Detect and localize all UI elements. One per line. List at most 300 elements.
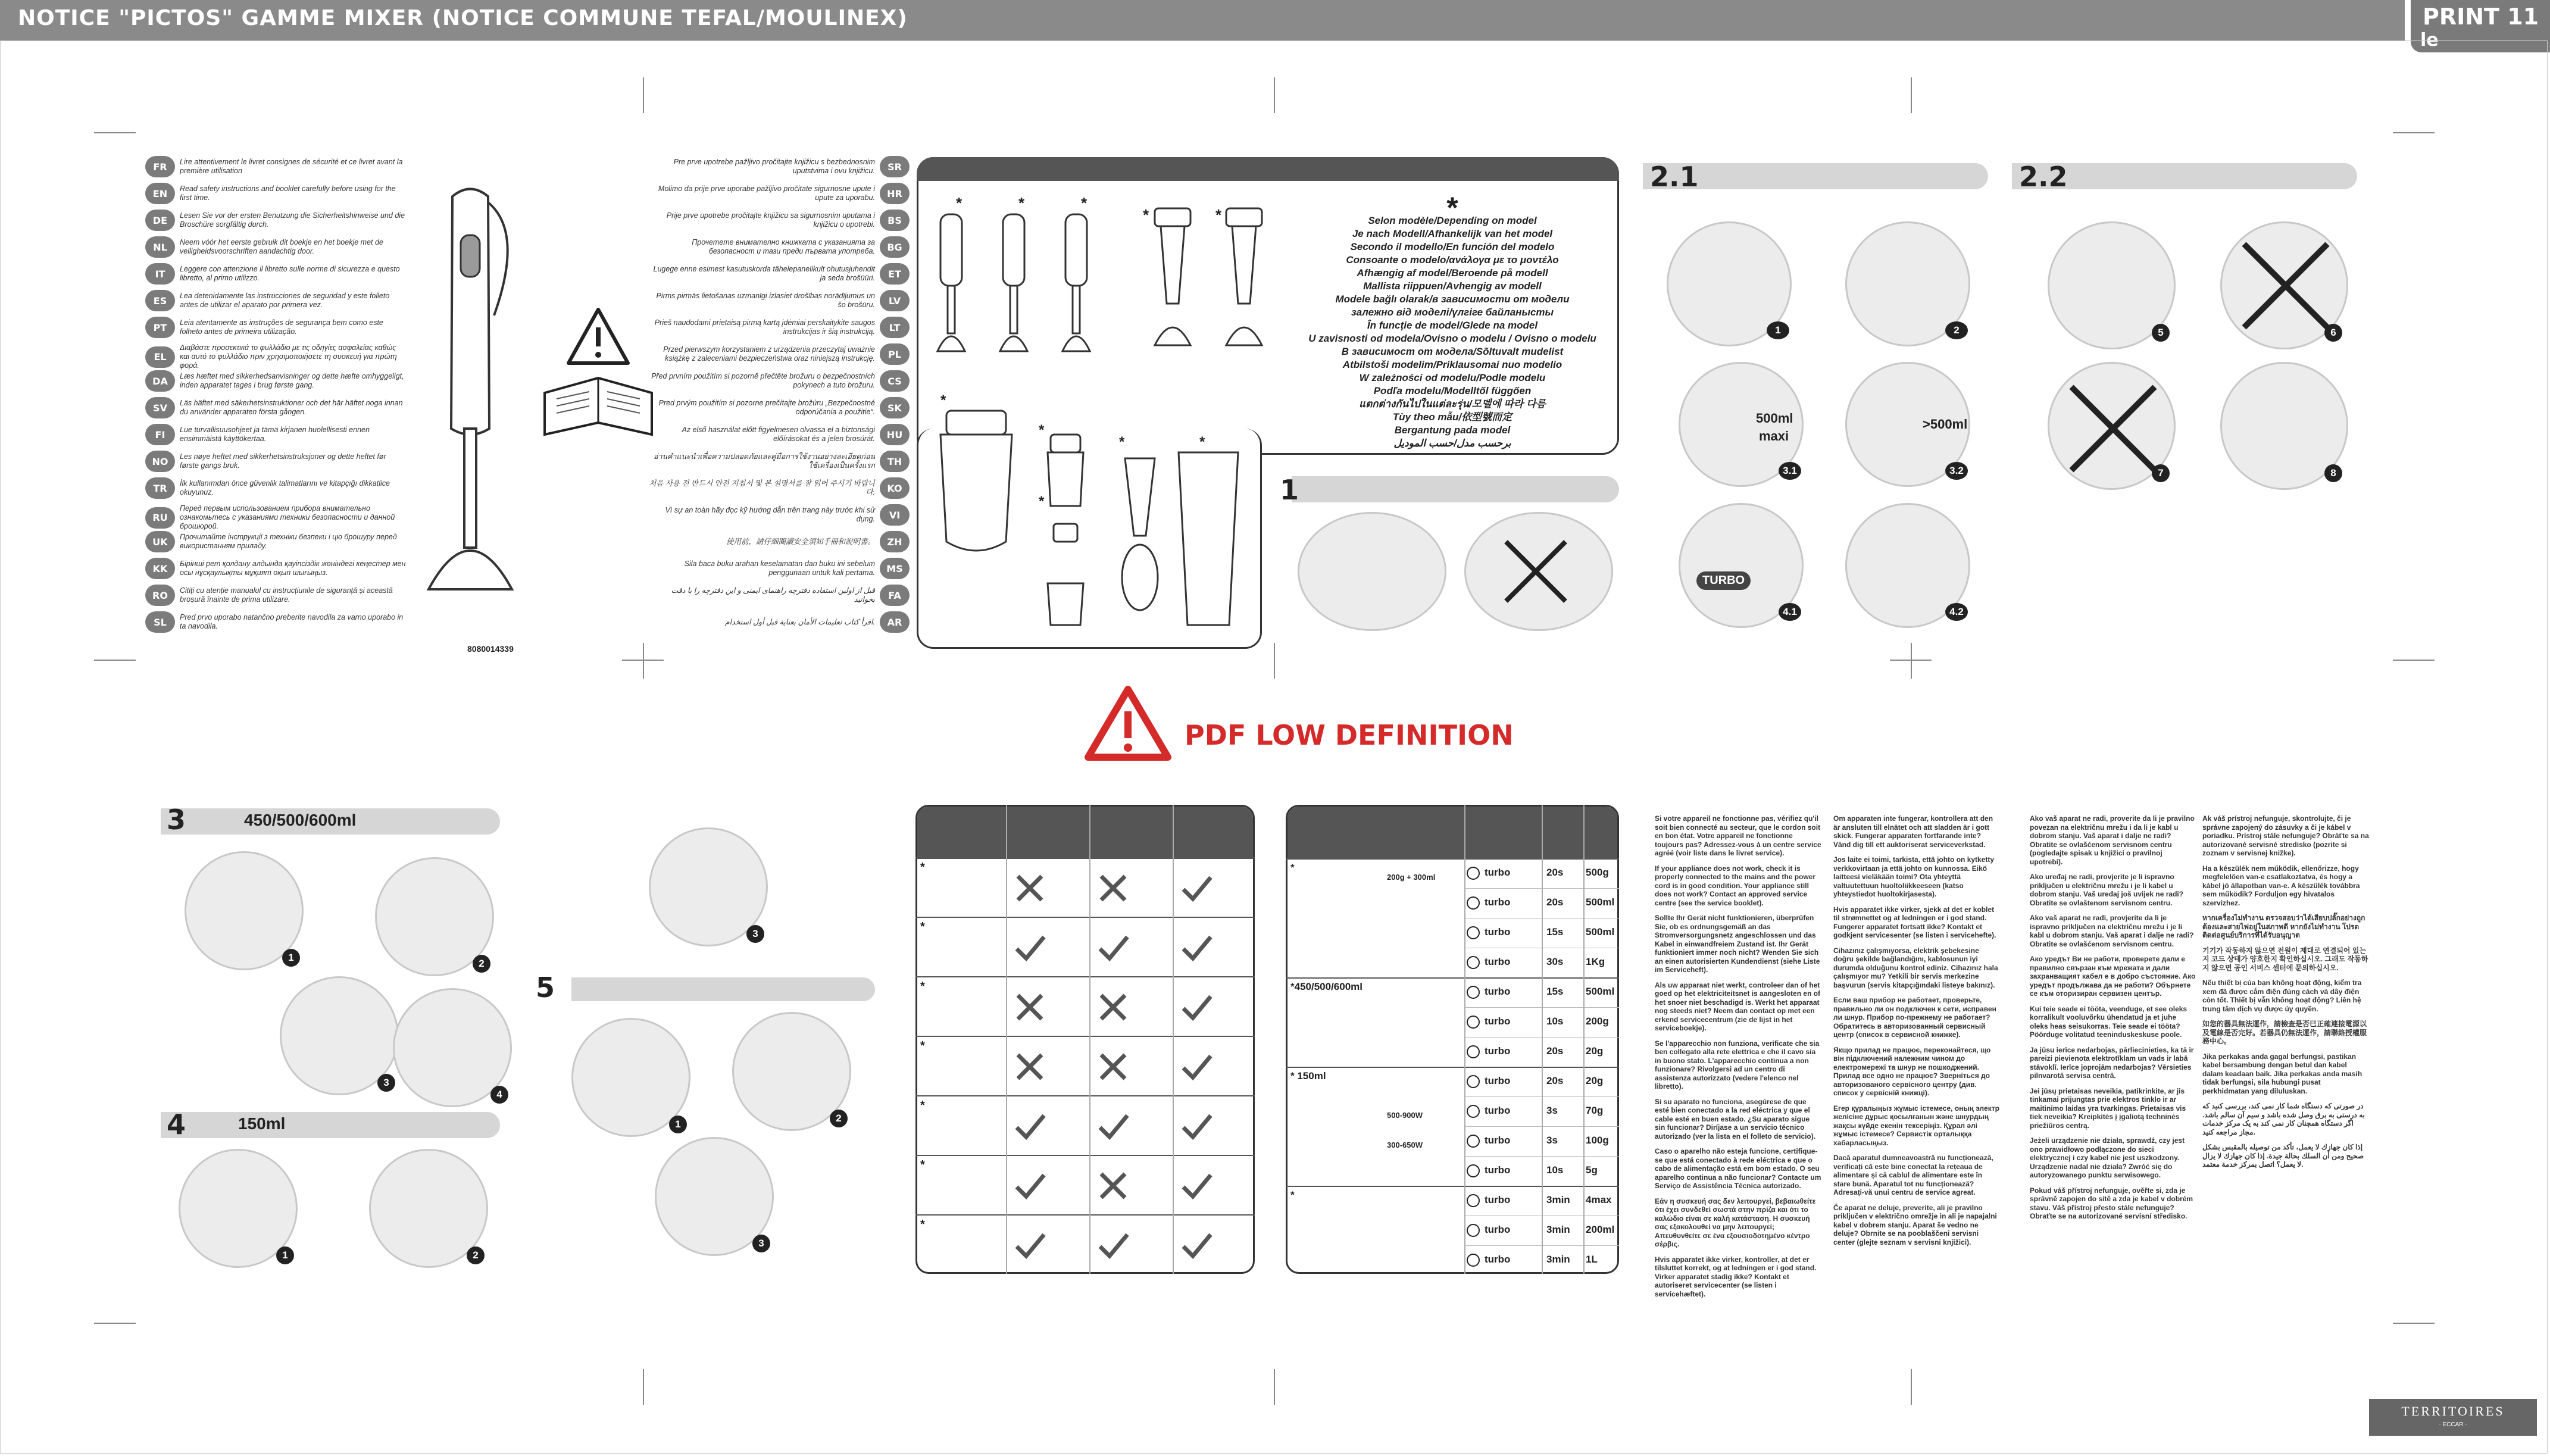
- svg-text:*: *: [1039, 493, 1045, 510]
- speed-mode: turbo: [1485, 1254, 1511, 1265]
- power-icon: [1467, 1224, 1480, 1237]
- language-row-right: [649, 585, 910, 606]
- speed-mode: turbo: [1485, 986, 1511, 997]
- power-icon: [1467, 1075, 1480, 1088]
- troubleshooting-paragraph: Cihazınız çalışmıyorsa, elektrik şebekesine doğru şekilde bağlandığını, kablosunun iyi durumda olduğunu kontrol ediniz. Cihazınız hala çalışmıyor mu? Yetkili bir servis merkezine başvurun (servis kitapçığındaki listeye bakınız).: [1833, 946, 1998, 989]
- processing-time: 10s: [1546, 1016, 1564, 1027]
- table-row-divider: [915, 976, 1255, 977]
- language-safety-text: قبل از اولین استفاده دفترچه راهنمای ایمنی و این دفترچه را با دقت بخوانید: [671, 586, 875, 604]
- language-row-left: [145, 585, 406, 606]
- speed-mode: turbo: [1485, 926, 1511, 938]
- svg-text:*: *: [956, 196, 962, 212]
- table-section-divider: [1286, 977, 1619, 979]
- max-quantity: 500ml: [1586, 926, 1615, 938]
- language-row-left: [145, 477, 406, 499]
- language-safety-text: Læs hæftet med sikkerhedsanvisninger og dette hæfte omhyggeligt, inden apparatet tages i brug første gang.: [180, 372, 404, 389]
- table-col-divider: [1583, 805, 1585, 1274]
- language-safety-text: Leggere con attenzione il libretto sulle norme di sicurezza e questo libretto, al primo utilizzo.: [180, 265, 400, 282]
- max-quantity: 500ml: [1586, 986, 1615, 997]
- language-code-badge: BS: [880, 210, 910, 231]
- power-icon: [1467, 1105, 1480, 1118]
- language-code-badge: EL: [145, 346, 175, 368]
- not-allowed-cross-icon: [1095, 989, 1131, 1025]
- language-code-badge: IT: [145, 263, 175, 285]
- max-quantity: 1L: [1586, 1254, 1598, 1265]
- language-code-badge: MS: [880, 558, 910, 579]
- language-safety-text: Az első használat előtt figyelmesen olvassa el a biztonsági előírásokat és a jelen brosúrát.: [682, 426, 875, 443]
- troubleshooting-paragraph: Ako vaš aparat ne radi, proverite da li je pravilno povezan na električnu mrežu i da li je kabl u dobrom stanju. Vaš aparat i dalje ne radi? Obratite se ovlašćenom servisnom centru (pogledajte spisak u knjižici o pravilnoj upotrebi).: [2030, 814, 2195, 866]
- troubleshooting-paragraph: Jei jūsų prietaisas neveikia, patikrinkite, ar jis tinkamai prijungtas prie elektros tinklo ir ar maitinimo laidas yra tvarkingas. Prietaisas vis tiek neveikia? Kreipkitės į įgaliotą techninės priežiūros centrą.: [2030, 1086, 2186, 1130]
- speed-mode: turbo: [1485, 1016, 1511, 1027]
- language-row-right: [649, 397, 910, 418]
- troubleshooting-paragraph: Se l'apparecchio non funziona, verificate che sia ben collegato alla rete elettrica e che il cavo sia in buono stato. L'apparecchio continua a non funzionare? Rivolgersi ad un centro di assistenza autorizzato (vedere l'elenco nel libretto).: [1655, 1039, 1820, 1091]
- language-safety-text: Прочитайте інструкції з техніки безпеки і цю брошуру перед використанням приладу.: [180, 533, 397, 550]
- model-star: *: [920, 1218, 925, 1231]
- max-quantity: 100g: [1586, 1135, 1609, 1146]
- svg-text:*: *: [1199, 434, 1205, 450]
- language-row-left: [145, 210, 406, 231]
- not-allowed-cross-icon: [1095, 1049, 1131, 1085]
- step-badge: 3: [746, 925, 764, 943]
- troubleshooting-column: [2030, 814, 2196, 1227]
- troubleshooting-paragraph: Ak váš prístroj nefunguje, skontrolujte, či je správne zapojený do zásuvky a či je kábel v poriadku. Prístroj stále nefunguje? Obráťte sa na autorizované servisné stredisko (pozrite si zoznam v servisnej knižke).: [2202, 814, 2369, 857]
- speed-mode: turbo: [1485, 896, 1511, 908]
- step-badge: 4: [490, 1086, 508, 1104]
- allowed-check-icon: [1095, 930, 1131, 966]
- table-section-divider: [1286, 1186, 1619, 1187]
- model-variation-line: В зависимост от модела/Sõltuvalt mudelist: [1341, 346, 1564, 357]
- language-safety-text: Les nøye heftet med sikkerhetsinstruksjoner og dette heftet før første gangs bruk.: [180, 452, 386, 470]
- language-code-badge: HR: [880, 183, 910, 204]
- language-safety-text: 처음 사용 전 반드시 안전 지침서 및 본 설명서를 잘 읽어 주시기 바랍니다.: [649, 479, 875, 496]
- allowed-check-icon: [1179, 1049, 1214, 1085]
- cross-icon: [2065, 381, 2161, 476]
- power-icon: [1467, 1016, 1480, 1029]
- model-variation-line: Je nach Modell/Afhankelijk van het model: [1352, 228, 1553, 239]
- step-badge: 7: [2152, 464, 2170, 482]
- quantity-note: 200g + 300ml: [1387, 873, 1436, 882]
- troubleshooting-paragraph: Если ваш прибор не работает, проверьте, правильно ли он подключен к сети, исправен ли шнур. Прибор по-прежнему не работает? Обратитесь в авторизованный сервисный центр (список в сервисной книжке).: [1833, 996, 1996, 1039]
- max-quantity: 20g: [1586, 1075, 1604, 1086]
- model-star: *: [920, 1158, 925, 1171]
- processing-time: 3min: [1546, 1224, 1570, 1235]
- language-row-right: [649, 504, 910, 526]
- language-safety-text: Sila baca buku arahan keselamatan dan buku ini sebelum penggunaan untuk kali pertama.: [684, 560, 875, 577]
- model-star: *: [920, 1099, 925, 1112]
- print-label: PRINT 11: [2423, 4, 2539, 30]
- table-row-divider: [915, 1214, 1255, 1216]
- power-icon: [1467, 896, 1480, 910]
- power-icon: [1467, 986, 1480, 999]
- model-variation-line: Bergantung pada model: [1394, 424, 1511, 436]
- troubleshooting-paragraph: Sollte Ihr Gerät nicht funktionieren, überprüfen Sie, ob es ordnungsgemäß an das Stromversorgungsnetz angeschlossen und das Kabel in einwandfreiem Zustand ist. Ihr Gerät funktioniert immer noch nicht? Wenden Sie sich an einen autorisierten Kundendienst (siehe Liste im Serviceheft).: [1655, 914, 1820, 974]
- language-code-badge: RO: [145, 585, 175, 606]
- language-code-badge: FA: [880, 585, 910, 606]
- language-code-badge: RU: [145, 507, 175, 529]
- usage-section-label: *: [1290, 1189, 1295, 1201]
- volume-maxi-label: maxi: [1759, 429, 1789, 443]
- volume-over-500-label: >500ml: [1923, 417, 1968, 432]
- processing-time: 20s: [1546, 1045, 1564, 1057]
- language-code-badge: LT: [880, 317, 910, 338]
- language-row-left: [145, 343, 406, 370]
- language-row-right: [649, 290, 910, 311]
- table-col-divider: [1089, 805, 1090, 1274]
- table-row-divider: [915, 1095, 1255, 1096]
- model-variants-illustration: [929, 196, 1298, 381]
- processing-time: 20s: [1546, 867, 1564, 878]
- turbo-button-label: TURBO: [1696, 571, 1751, 590]
- logo-line-2: · ECCAR ·: [2439, 1421, 2467, 1428]
- troubleshooting-paragraph: Ako vaš aparat ne radi, provjerite da li je ispravno priključen na električnu mrežu i je li kabl u dobrom stanju. Vaš aparat i dalje ne radi? Obratite se ovlašćenom servisnom centru.: [2030, 914, 2194, 948]
- language-code-badge: KK: [145, 558, 175, 579]
- language-row-left: [145, 263, 406, 285]
- model-variation-line: W zależności od modelu/Podle modelu: [1359, 372, 1546, 383]
- table-row-divider: [915, 917, 1255, 918]
- language-code-badge: CS: [880, 370, 910, 392]
- language-row-left: [145, 504, 406, 531]
- usage-section-label: * 150ml: [1290, 1070, 1326, 1082]
- language-safety-text: Läs häftet med säkerhetsinstruktioner och det här häftet noga innan du använder apparaten första gången.: [180, 399, 403, 416]
- model-variation-line: Podľa modelu/Modelltől függően: [1373, 385, 1532, 396]
- allowed-check-icon: [1179, 1108, 1214, 1144]
- step-1-unpack-image: [1298, 512, 1446, 631]
- model-variation-line: برحسب مدل/حسب الموديل: [1393, 438, 1511, 449]
- language-row-left: [145, 236, 406, 258]
- table-row-divider: [915, 1036, 1255, 1037]
- step-2-1-number: 2.1: [1650, 161, 1699, 193]
- model-variation-line: În funcție de model/Glede na model: [1367, 320, 1538, 331]
- language-code-badge: PT: [145, 317, 175, 338]
- power-icon: [1467, 956, 1480, 969]
- cross-icon: [2238, 238, 2333, 333]
- language-row-left: [145, 183, 406, 204]
- step-badge: 2: [467, 1246, 485, 1264]
- language-code-badge: NO: [145, 451, 175, 472]
- language-code-badge: NL: [145, 236, 175, 258]
- step-badge: 1: [669, 1116, 687, 1133]
- step-5-number: 5: [536, 971, 555, 1004]
- language-row-left: [145, 317, 406, 338]
- language-row-right: [649, 611, 910, 633]
- step-1-number: 1: [1280, 474, 1299, 506]
- troubleshooting-paragraph: Εάν η συσκευή σας δεν λειτουργεί, βεβαιωθείτε ότι έχει συνδεθεί σωστά στην πρίζα και ότι το καλώδιο είναι σε καλή κατάσταση. Η συσκευή σας εξακολουθεί να μην λειτουργεί; Απευθυνθείτε σε ένα εξουσιοδοτημένο κέντρο σέρβις.: [1655, 1196, 1816, 1248]
- language-code-badge: SK: [880, 397, 910, 418]
- model-variation-line: Tùy theo mẫu/依型號而定: [1392, 411, 1512, 423]
- step-1-bar: [1292, 476, 1619, 502]
- not-allowed-cross-icon: [1012, 1049, 1048, 1085]
- language-row-left: [145, 424, 406, 445]
- max-quantity: 1Kg: [1586, 956, 1605, 967]
- language-row-left: [145, 558, 406, 579]
- print-date: le 25/07/2014: [2420, 30, 2533, 71]
- language-safety-text: Lugege enne esimest kasutuskorda tähelepanelikult ohutusjuhendit ja seda brošüüri.: [653, 265, 875, 282]
- troubleshooting-paragraph: Če aparat ne deluje, preverite, ali je pravilno priključen v električno omrežje in ali je napajalni kabel v dobrem stanju. Aparat še vedno ne deluje? Obrnite se na pooblaščeni servisni center (glejte seznam v servisni knjižici).: [1833, 1203, 1997, 1246]
- power-icon: [1467, 926, 1480, 939]
- step-3-sizes: 450/500/600ml: [244, 811, 357, 829]
- language-code-badge: ZH: [880, 531, 910, 552]
- svg-text:*: *: [1018, 196, 1025, 212]
- language-safety-text: Перед первым использованием прибора внимательно ознакомьтесь с указаниями техники безопасности и данной брошюрой.: [180, 504, 395, 530]
- speed-mode: turbo: [1485, 1164, 1511, 1176]
- allowed-check-icon: [1179, 1168, 1214, 1204]
- cleaning-table-header: [917, 807, 1253, 859]
- allowed-check-icon: [1012, 1168, 1048, 1204]
- language-code-badge: ES: [145, 290, 175, 311]
- power-icon: [1467, 1045, 1480, 1058]
- language-code-badge: FR: [145, 156, 175, 177]
- language-code-badge: DA: [145, 370, 175, 392]
- model-star: *: [920, 980, 925, 993]
- model-variation-line: Atbilstoši modelim/Priklausomai nuo modelio: [1342, 359, 1562, 370]
- table-col-divider: [1006, 805, 1007, 1274]
- allowed-check-icon: [1095, 1227, 1131, 1263]
- language-row-left: [145, 290, 406, 311]
- speed-mode: turbo: [1485, 867, 1511, 878]
- language-safety-text: Прочетете внимателно книжката с указанията за безопасност и тази преди първата употреба.: [692, 238, 875, 255]
- language-row-right: [649, 183, 910, 204]
- troubleshooting-paragraph: Dacă aparatul dumneavoastră nu funcționează, verificați că este bine conectat la rețeaua de alimentare și că cablul de alimentare este în stare bună. Aparatul tot nu funcționează? Adresați-vă unui centru de service agreat.: [1833, 1154, 1993, 1196]
- model-variation-line: залежно від моделі/үлгіге байланысты: [1351, 307, 1554, 318]
- step-badge: 3.2: [1945, 462, 1968, 480]
- language-row-right: [649, 370, 910, 392]
- troubleshooting-paragraph: If your appliance does not work, check it is properly connected to the mains and the power cord is in good condition. Your appliance still does not work? Contact an approved service centre (see the service booklet).: [1655, 864, 1816, 907]
- language-row-right: [649, 343, 910, 365]
- troubleshooting-column: [1655, 814, 1821, 1305]
- language-safety-text: Molimo da prije prve uporabe pažljivo pročitate sigurnosne upute i upute za uporabu.: [658, 185, 875, 202]
- language-row-right: [649, 156, 910, 177]
- language-row-right: [649, 263, 910, 285]
- troubleshooting-paragraph: Om apparaten inte fungerar, kontrollera att den är ansluten till elnätet och att sladden är i gott skick. Fungerar apparaten fortfarande inte? Vänd dig till ett auktoriserat serviceverkstad.: [1833, 814, 1993, 849]
- svg-text:*: *: [1039, 422, 1045, 438]
- processing-time: 15s: [1546, 986, 1564, 997]
- troubleshooting-paragraph: Hvis apparatet ikke virker, sjekk at det er koblet til strømnettet og at ledningen er i god stand. Fungerer apparatet fortsatt ikke? Kontakt et godkjent servicesenter (se listen i servicehefte).: [1833, 905, 1996, 939]
- language-code-badge: SR: [880, 156, 910, 177]
- power-icon: [1467, 1135, 1480, 1148]
- troubleshooting-paragraph: Als uw apparaat niet werkt, controleer dan of het goed op het elektriciteitsnet is aangesloten en of het snoer niet beschadigd is. Werkt het apparaat nog steeds niet? Neem dan contact op met een erkend servicecentrum (zie de lijst in het serviceboekje).: [1655, 980, 1821, 1032]
- model-star: *: [920, 920, 925, 933]
- language-code-badge: FI: [145, 424, 175, 445]
- speed-mode: turbo: [1485, 1224, 1511, 1235]
- troubleshooting-paragraph: Pokud váš přístroj nefunguje, ověřte si, zda je správně zapojen do sítě a zda je kabel v dobrém stavu. Váš přístroj přesto stále nefunguje? Obraťte se na autorizované servisní středisko.: [2030, 1186, 2193, 1220]
- allowed-check-icon: [1179, 930, 1214, 966]
- language-code-badge: ET: [880, 263, 910, 285]
- language-code-badge: KO: [880, 477, 910, 499]
- troubleshooting-paragraph: Si su aparato no funciona, asegúrese de que esté bien conectado a la red eléctrica y que el cable esté en buen estado. ¿Su aparato sigue sin funcionar? Diríjase a un servicio técnico autorizado (ver la lista en el folleto de servicio).: [1655, 1097, 1816, 1141]
- troubleshooting-paragraph: Ha a készülék nem működik, ellenőrizze, hogy megfelelően van-e csatlakoztatva, és hogy a kábel jó állapotban van-e. A készülék továbbra sem működik? Forduljon egy hivatalos szervizhez.: [2202, 864, 2360, 907]
- read-manual-icon: [539, 304, 664, 440]
- troubleshooting-paragraph: Hvis apparatet ikke virker, kontroller, at det er tilsluttet korrekt, og at ledningen er i god stand. Virker apparatet stadig ikke? Kontakt et autoriseret servicecenter (se listen i servicehæftet).: [1655, 1255, 1817, 1298]
- troubleshooting-paragraph: Jos laite ei toimi, tarkista, että johto on kytketty verkkovirtaan ja että johto on kunnossa. Eikö laitteesi vieläkään toimi? Ota yhteyttä valtuutettuun huoltoliikkeeseen (katso yhteystiedot huoltokirjasesta).: [1833, 855, 1995, 898]
- quantity-note: 300-650W: [1387, 1141, 1423, 1149]
- max-quantity: 20g: [1586, 1045, 1604, 1057]
- troubleshooting-paragraph: Si votre appareil ne fonctionne pas, vérifiez qu'il soit bien connecté au secteur, que le cordon soit en bon état. Votre appareil ne fonctionne toujours pas? Adressez-vous à un centre service agréé (voir liste dans le livret service).: [1655, 814, 1821, 857]
- max-quantity: 5g: [1586, 1164, 1598, 1176]
- step-badge: 3: [752, 1235, 770, 1252]
- model-variation-line: U zavisnosti od modela/Ovisno o modelu / Ovisno o modelu: [1308, 333, 1596, 344]
- allowed-check-icon: [1012, 930, 1048, 966]
- step-badge: 8: [2324, 464, 2342, 482]
- step-badge: 2: [1945, 321, 1968, 339]
- language-row-left: [145, 531, 406, 552]
- language-code-badge: SL: [145, 611, 175, 633]
- language-code-badge: TH: [880, 451, 910, 472]
- step-badge: 2: [473, 955, 490, 973]
- pdf-low-definition-label: PDF LOW DEFINITION: [1185, 719, 1514, 751]
- language-safety-text: Przed pierwszym korzystaniem z urządzenia przeczytaj uważnie książkę z zaleceniami bezpieczeństwa oraz niniejszą instrukcję.: [663, 345, 875, 363]
- language-safety-text: อ่านคำแนะนำเพื่อความปลอดภัยและคู่มือการใช้งานอย่างละเอียดก่อนใช้เครื่องเป็นครั้งแรก: [653, 452, 875, 470]
- processing-time: 3min: [1546, 1194, 1570, 1205]
- allowed-check-icon: [1012, 1108, 1048, 1144]
- language-safety-text: 使用前，請仔細閱讀安全須知手冊和說明書。: [726, 537, 875, 546]
- table-section-divider: [1286, 1067, 1619, 1068]
- language-row-left: [145, 451, 406, 472]
- language-row-right: [649, 558, 910, 579]
- language-safety-text: Citiți cu atenție manualul cu instrucțiunile de siguranță și această broșură înainte de prima utilizare.: [180, 586, 393, 604]
- processing-time: 30s: [1546, 956, 1564, 967]
- step-badge: 6: [2324, 324, 2342, 342]
- language-code-badge: EN: [145, 183, 175, 204]
- language-row-right: [649, 317, 910, 338]
- language-code-badge: VI: [880, 504, 910, 526]
- step-badge: 3: [377, 1074, 395, 1092]
- svg-text:*: *: [1081, 196, 1088, 212]
- language-row-left: [145, 397, 406, 418]
- language-row-right: [649, 531, 910, 552]
- language-code-badge: PL: [880, 343, 910, 365]
- language-safety-text: Lea detenidamente las instrucciones de seguridad y este folleto antes de utilizar el aparato por primera vez.: [180, 292, 390, 309]
- model-variation-line: Mallista riippuen/Avhengig av modell: [1363, 280, 1542, 292]
- power-icon: [1467, 867, 1480, 880]
- allowed-check-icon: [1095, 1108, 1131, 1144]
- language-code-badge: AR: [880, 611, 910, 633]
- model-variation-line: Modele bağlı olarak/в зависимости от модели: [1335, 293, 1570, 305]
- step-badge: 2: [830, 1110, 848, 1127]
- model-star: *: [920, 1039, 925, 1052]
- max-quantity: 200ml: [1586, 1224, 1615, 1235]
- language-code-badge: SV: [145, 397, 175, 418]
- language-safety-text: اقرأ كتاب تعليمات الأمان بعناية قبل أول استخدام.: [724, 617, 875, 626]
- speed-mode: turbo: [1485, 1045, 1511, 1057]
- processing-time: 15s: [1546, 926, 1564, 938]
- language-row-left: [145, 611, 406, 633]
- warning-triangle-icon: [1083, 685, 1173, 762]
- max-quantity: 500g: [1586, 867, 1609, 878]
- language-safety-text: Neem vóór het eerste gebruik dit boekje en het boekje met de veiligheidsvoorschriften aandachtig door.: [180, 238, 383, 255]
- troubleshooting-paragraph: Jeżeli urządzenie nie działa, sprawdź, czy jest ono prawidłowo podłączone do sieci elektrycznej i czy kabel nie jest uszkodzony. Urządzenie nadal nie działa? Zwróć się do autoryzowanego punktu serwisowego.: [2030, 1136, 2185, 1179]
- language-safety-text: Prieš naudodami prietaisą pirmą kartą įdėmiai perskaitykite saugos instrukcijas ir šią instrukciją.: [654, 318, 875, 336]
- volume-500-label: 500ml: [1756, 411, 1793, 426]
- step-badge: 1: [276, 1246, 294, 1264]
- troubleshooting-paragraph: Kui teie seade ei tööta, veenduge, et see oleks korralikult vooluvõrku ühendatud ja et juhe oleks heas seisukorras. Teie seade ei tööta? Pöörduge volitatud teeninduskeskuse poole.: [2030, 1004, 2188, 1039]
- quantity-note: 500-900W: [1387, 1111, 1423, 1120]
- language-safety-text: Pirms pirmās lietošanas uzmanīgi izlasiet drošības norādījumus un šo brošūru.: [656, 292, 875, 309]
- accessories-illustration: [929, 387, 1262, 643]
- max-quantity: 4max: [1586, 1194, 1612, 1205]
- not-allowed-cross-icon: [1095, 870, 1131, 906]
- language-safety-text: Бірінші рет қолдану алдында қауіпсіздік жөніндегі кеңестер мен осы нұсқаулықты мұқият оқып шығыңыз.: [180, 560, 406, 577]
- allowed-check-icon: [1012, 1227, 1048, 1263]
- troubleshooting-paragraph: Ako uređaj ne radi, provjerite je li ispravno priključen u električnu mrežu i je li kabel u dobrom stanju. Vaš uređaj još uvijek ne radi? Obratite se ovlaštenom servisnom centru.: [2030, 873, 2184, 907]
- table-section-divider: [1286, 858, 1619, 860]
- step-4-bar: [161, 1112, 500, 1138]
- language-safety-text: Před prvním použitím si pozorně přečtěte brožuru o bezpečnostních pokynech a tuto brožuru.: [651, 372, 875, 389]
- step-badge: 4.2: [1945, 603, 1968, 621]
- language-safety-text: Lue turvallisuusohjeet ja tämä kirjanen huolellisesti ennen ensimmäistä käyttökertaa.: [180, 426, 370, 443]
- logo-line-1: TERRITOIRES: [2401, 1404, 2505, 1418]
- language-safety-text: Lire attentivement le livret consignes de sécurité et ce livret avant la première utilisation: [180, 158, 403, 175]
- troubleshooting-paragraph: 기기가 작동하지 않으면 전원이 제대로 연결되어 있는지 코드 상태가 양호한지 확인하십시오. 그래도 작동하지 않으면 공인 서비스 센터에 문의하십시오.: [2202, 946, 2368, 972]
- language-safety-text: Lesen Sie vor der ersten Benutzung die Sicherheitshinweise und die Broschüre sorgfältig durch.: [180, 211, 405, 229]
- language-row-right: [649, 477, 910, 499]
- models-panel-header: [917, 157, 1619, 181]
- not-allowed-cross-icon: [1012, 870, 1048, 906]
- speed-mode: turbo: [1485, 1194, 1511, 1205]
- language-row-right: [649, 210, 910, 231]
- language-code-badge: DE: [145, 210, 175, 231]
- troubleshooting-paragraph: Егер құралыңыз жұмыс істемесе, оның электр желісіне дұрыс қосылғанын және шнурдың жақсы күйде екенін тексеріңіз. Құрал әлі жұмыс істемесе? Сервистік орталыққа хабарласыңыз.: [1833, 1104, 1999, 1147]
- usage-section-label: *: [1290, 862, 1295, 873]
- model-variation-line: Secondo il modello/En función del modelo: [1350, 241, 1555, 252]
- usage-table-header: [1288, 807, 1617, 859]
- usage-section-label: *450/500/600ml: [1290, 981, 1362, 992]
- step-4-number: 4: [167, 1108, 186, 1141]
- language-row-right: [649, 424, 910, 445]
- table-row-divider: [915, 857, 1255, 858]
- language-code-badge: LV: [880, 290, 910, 311]
- cross-icon: [1494, 530, 1577, 613]
- not-allowed-cross-icon: [1095, 1168, 1131, 1204]
- svg-text:*: *: [940, 392, 946, 408]
- svg-text:*: *: [1143, 206, 1149, 224]
- step-badge: 1: [282, 949, 300, 967]
- max-quantity: 200g: [1586, 1016, 1609, 1027]
- allowed-check-icon: [1179, 1227, 1214, 1263]
- troubleshooting-paragraph: Ja jūsu ierīce nedarbojas, pārliecinieties, ka tā ir pareizi pievienota elektrotīklam un vads ir labā stāvoklī. Ierīce joprojām nedarbojas? Vērsieties pilnvarotā servisa centrā.: [2030, 1045, 2194, 1080]
- speed-mode: turbo: [1485, 1075, 1511, 1086]
- language-safety-text: Pred prvo uporabo natančno preberite navodila za varno uporabo in ta navodila.: [180, 613, 404, 630]
- troubleshooting-paragraph: 如您的器具無法運作，請檢查是否已正確連接電源以及電線是否完好。若器具仍無法運作，請聯絡授權服務中心。: [2202, 1020, 2367, 1045]
- table-col-divider: [1173, 805, 1174, 1274]
- svg-text:*: *: [1215, 206, 1222, 224]
- troubleshooting-paragraph: Jika perkakas anda gagal berfungsi, pastikan kabel bersambung dengan betul dan kabel dalam keadaan baik. Jika perkakas anda masih tidak berfungsi, sila hubungi pusat perkhidmatan yang diluluskan.: [2202, 1052, 2362, 1095]
- language-row-left: [145, 156, 406, 177]
- language-safety-text: İlk kullanımdan önce güvenlik talimatlarını ve kitapçığı dikkatlice okuyunuz.: [180, 479, 390, 496]
- model-variation-line: Afhængig af model/Beroende på modell: [1357, 267, 1548, 279]
- not-allowed-cross-icon: [1012, 989, 1048, 1025]
- processing-time: 20s: [1546, 1075, 1564, 1086]
- step-3-number: 3: [167, 804, 186, 836]
- max-quantity: 500ml: [1586, 896, 1615, 908]
- troubleshooting-paragraph: Caso o aparelho não esteja funcione, certifique-se que está conectado à rede eléctrica e que o cabo de alimentação está em bom estado. O seu aparelho continua a não funcionar? Contacte um Serviço de Assistência Técnica autorizado.: [1655, 1147, 1821, 1190]
- language-row-right: [649, 236, 910, 258]
- model-variation-line: Selon modèle/Depending on model: [1368, 215, 1537, 226]
- step-2-2-number: 2.2: [2019, 161, 2068, 193]
- speed-mode: turbo: [1485, 1105, 1511, 1116]
- hand-blender-illustration: [411, 179, 530, 613]
- model-variation-line: แตกต่างกันไปในแต่ละรุ่น/모델에 따라 다름: [1359, 398, 1546, 410]
- document-title: NOTICE "PICTOS" GAMME MIXER (NOTICE COMMUNE TEFAL/MOULINEX): [18, 6, 908, 30]
- troubleshooting-paragraph: หากเครื่องไม่ทำงาน ตรวจสอบว่าได้เสียบปลั๊กอย่างถูกต้องและสายไฟอยู่ในสภาพดี หากยังไม่ทำงาน โปรดติดต่อศูนย์บริการที่ได้รับอนุญาต: [2202, 914, 2365, 939]
- step-badge: 1: [1767, 321, 1789, 339]
- troubleshooting-column: [2202, 814, 2369, 1176]
- allowed-check-icon: [1179, 989, 1214, 1025]
- table-col-divider: [1464, 805, 1465, 1274]
- table-row-divider: [915, 1155, 1255, 1156]
- step-5-bar: [571, 977, 875, 1001]
- power-icon: [1467, 1194, 1480, 1207]
- language-safety-text: Read safety instructions and booklet carefully before using for the first time.: [180, 185, 396, 202]
